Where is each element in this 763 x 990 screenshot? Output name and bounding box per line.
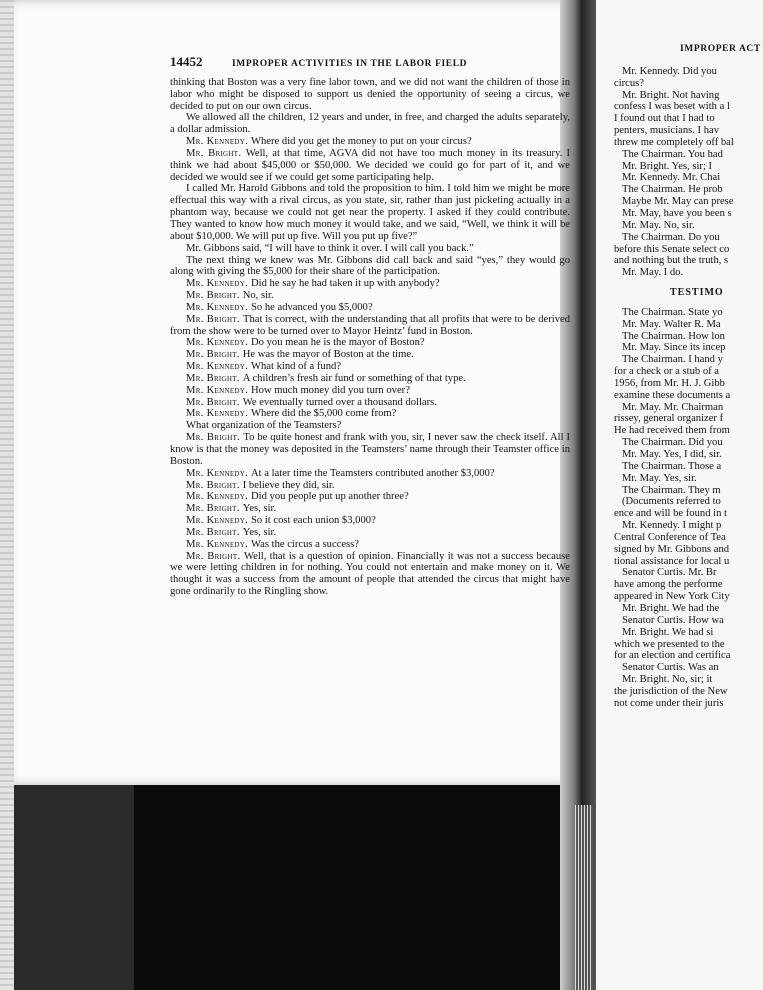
transcript-paragraph: Mr. Bright. Well, that is a question of opinion. Financially it was not a success because we were letting children in for nothing. You could not entertain and make money on it. We thought it was a success from the amount of people that attended the circus that might have gone ordinarily to the Ringling show.: [170, 550, 570, 598]
transcript-paragraph: Mr. Kennedy. Was the circus a success?: [186, 538, 359, 550]
transcript-line: not come under their juris: [614, 697, 724, 709]
transcript-line: Mr. Kennedy. Did you: [622, 65, 717, 77]
transcript-paragraph: thinking that Boston was a very fine labor town, and we did not want the children of those in labor who might be disposed to support us denied the opportunity of seeing a circus, we decided to put on our own circus.: [170, 76, 570, 112]
transcript-line: The Chairman. Those a: [622, 460, 722, 472]
transcript-line: Mr. May. Walter R. Ma: [622, 318, 721, 330]
speaker-name: Mr. Bright.: [186, 550, 244, 562]
speaker-name: Mr. Kennedy.: [186, 467, 252, 479]
transcript-line: Senator Curtis. How wa: [622, 614, 724, 626]
transcript-line: before this Senate select co: [614, 243, 730, 255]
transcript-paragraph: Mr. Bright. A children’s fresh air fund or something of that type.: [186, 372, 466, 384]
transcript-line: appeared in New York City: [614, 591, 730, 603]
transcript-line: Mr. Bright. Not having: [622, 89, 720, 101]
transcript-line: Mr. May, have you been s: [622, 207, 732, 219]
speaker-name: Mr. Bright.: [186, 313, 243, 325]
transcript-line: The Chairman. Do you: [622, 231, 720, 243]
transcript-line: The Chairman. He prob: [622, 184, 723, 196]
speaker-name: Mr. Bright.: [186, 396, 243, 408]
transcript-paragraph: Mr. Kennedy. What kind of a fund?: [186, 361, 342, 373]
transcript-line: have among the performe: [614, 579, 723, 591]
transcript-line: (Documents referred to: [622, 496, 721, 508]
speaker-name: Mr. Kennedy.: [186, 491, 252, 503]
right-transcript-top: [614, 66, 763, 279]
scan-left-edge: [0, 0, 15, 990]
transcript-line: for a check or a stub of a: [614, 366, 720, 378]
transcript-paragraph: Mr. Bright. Well, at that time, AGVA did not have too much money in its treasury. I think we had about $45,000 or $50,000. We decided we could go for part of it, and we decided we would see if we could get some participating help.: [170, 147, 571, 183]
transcript-paragraph: We allowed all the children, 12 years and under, in free, and charged the adults separately, a dollar admission.: [170, 112, 570, 136]
transcript-paragraph: I called Mr. Harold Gibbons and told the proposition to him. I told him we might be more effectual this way with a rival circus, as you state, sir, rather than just picketing actually in a phantom way, because we could not get near the property. I asked if they could contribute. They wanted to know how much money it would take, and we said, “Well, we think it will be about $10,000. We will put up five. Will you put up five?”: [170, 183, 570, 242]
transcript-line: The Chairman. State yo: [622, 306, 723, 318]
testimony-heading: TESTIMO: [670, 287, 724, 299]
transcript-line: 1956, from Mr. H. J. Gibb: [614, 377, 725, 389]
transcript-paragraph: Mr. Kennedy. Do you mean he is the mayor of Boston?: [186, 337, 425, 349]
speaker-name: Mr. Bright.: [186, 526, 243, 538]
transcript-line: Mr. May. Yes, sir.: [622, 472, 697, 484]
page-header: [170, 56, 570, 71]
transcript-line: The Chairman. I hand y: [622, 354, 723, 366]
transcript-line: Mr. Bright. No, sir; it: [622, 674, 713, 686]
transcript-line: threw me completely off bal: [614, 136, 734, 148]
right-transcript-bottom: [614, 307, 763, 710]
transcript-line: Mr. May. I do.: [622, 267, 684, 279]
transcript-line: rissey, general organizer f: [614, 413, 724, 425]
transcript-line: Mr. Bright. Yes, sir; I: [622, 160, 713, 172]
transcript-paragraph: What organization of the Teamsters?: [186, 420, 342, 432]
transcript-paragraph: The next thing we knew was Mr. Gibbons did call back and said “yes,” they would go along with giving the $5,000 for their share of the participation.: [170, 254, 570, 278]
speaker-name: Mr. Bright.: [186, 432, 244, 444]
right-running-head: IMPROPER ACT: [680, 44, 761, 54]
scan-shadow: [14, 785, 134, 990]
transcript-paragraph: Mr. Kennedy. So it cost each union $3,000?: [186, 515, 376, 527]
left-page-content: [170, 56, 570, 598]
transcript-line: which we presented to the: [614, 638, 725, 650]
transcript-line: confess I was beset with a l: [614, 101, 730, 113]
transcript-paragraph: Mr. Bright. We eventually turned over a thousand dollars.: [186, 396, 437, 408]
page-number: 14452: [170, 54, 203, 69]
transcript-line: Central Conference of Tea: [614, 531, 726, 543]
transcript-paragraph: Mr. Bright. Yes, sir.: [186, 526, 277, 538]
transcript-line: The Chairman. How lon: [622, 330, 725, 342]
speaker-name: Mr. Bright.: [186, 349, 243, 361]
speaker-name: Mr. Kennedy.: [186, 301, 252, 313]
transcript-line: Maybe Mr. May can prese: [622, 196, 734, 208]
speaker-name: Mr. Bright.: [186, 479, 243, 491]
transcript-line: Mr. May. Since its incep: [622, 342, 726, 354]
transcript-line: the jurisdiction of the New: [614, 685, 728, 697]
speaker-name: Mr. Bright.: [186, 372, 243, 384]
speaker-name: Mr. Kennedy.: [186, 278, 252, 290]
transcript-paragraph: Mr. Kennedy. How much money did you turn over?: [186, 384, 410, 396]
speaker-name: Mr. Kennedy.: [186, 361, 252, 373]
transcript-line: He had received them from: [614, 425, 730, 437]
speaker-name: Mr. Kennedy.: [186, 408, 252, 420]
transcript-line: Senator Curtis. Mr. Br: [622, 567, 717, 579]
transcript-line: Mr. Kennedy. I might p: [622, 520, 722, 532]
scan-edge-texture: [0, 0, 14, 990]
speaker-name: Mr. Bright.: [186, 147, 246, 159]
transcript-line: The Chairman. Did you: [622, 437, 723, 449]
transcript-paragraph: Mr. Kennedy. Where did you get the money to put on your circus?: [186, 136, 472, 148]
transcript-paragraph: Mr. Bright. No, sir.: [186, 290, 274, 302]
speaker-name: Mr. Kennedy.: [186, 136, 252, 148]
transcript-line: The Chairman. You had: [622, 148, 723, 160]
transcript-line: for an election and certifica: [614, 650, 731, 662]
transcript-paragraph: Mr. Gibbons said, “I will have to think it over. I will call you back.”: [186, 242, 474, 254]
transcript-line: penters, musicians. I hav: [614, 125, 720, 137]
transcript-paragraph: Mr. Kennedy. So he advanced you $5,000?: [186, 301, 373, 313]
speaker-name: Mr. Bright.: [186, 290, 243, 302]
transcript-line: Mr. May. Yes, I did, sir.: [622, 449, 722, 460]
transcript-line: and nothing but the truth, s: [614, 255, 729, 267]
transcript-paragraph: Mr. Bright. Yes, sir.: [186, 503, 277, 515]
transcript-line: Mr. Bright. We had the: [622, 602, 720, 614]
transcript-line: Senator Curtis. Was an: [622, 662, 719, 674]
transcript-paragraph: Mr. Bright. That is correct, with the understanding that all profits that were to be derived from the show were to be turned over to Mayor Heintz’ fund in Boston.: [170, 313, 570, 337]
transcript-line: circus?: [614, 77, 644, 89]
transcript-line: ence and will be found in t: [614, 508, 727, 520]
transcript-line: Mr. Bright. We had si: [622, 626, 714, 638]
transcript-line: I found out that I had to: [614, 113, 715, 125]
transcript-line: Mr. May. No, sir.: [622, 219, 695, 231]
transcript-line: signed by Mr. Gibbons and: [614, 543, 730, 555]
speaker-name: Mr. Kennedy.: [186, 384, 252, 396]
book-spine-edge: [575, 805, 593, 990]
transcript-paragraph: Mr. Bright. To be quite honest and frank with you, sir, I never saw the check itself. All I know is that the money was deposited in the Teamsters’ name through their Teamster office in Boston.: [170, 432, 571, 467]
transcript-paragraph: Mr. Kennedy. Did you people put up another three?: [186, 491, 409, 503]
transcript-paragraph: Mr. Kennedy. Where did the $5,000 come from?: [186, 408, 397, 420]
transcript-paragraph: Mr. Kennedy. At a later time the Teamsters contributed another $3,000?: [186, 467, 495, 479]
transcript-paragraph: Mr. Bright. He was the mayor of Boston at the time.: [186, 349, 414, 361]
right-page-content: [614, 44, 763, 710]
transcript-line: examine these documents a: [614, 389, 731, 401]
speaker-name: Mr. Kennedy.: [186, 515, 252, 527]
transcript-line: Mr. May. Mr. Chairman: [622, 401, 724, 413]
transcript-body: [170, 77, 570, 598]
running-head: IMPROPER ACTIVITIES IN THE LABOR FIELD: [232, 59, 468, 69]
speaker-name: Mr. Kennedy.: [186, 337, 252, 349]
transcript-line: Mr. Kennedy. Mr. Chai: [622, 172, 721, 184]
speaker-name: Mr. Kennedy.: [186, 538, 252, 550]
transcript-line: tional assistance for local u: [614, 555, 730, 567]
transcript-line: The Chairman. They m: [622, 484, 721, 496]
transcript-paragraph: Mr. Kennedy. Did he say he had taken it up with anybody?: [186, 278, 440, 290]
speaker-name: Mr. Bright.: [186, 503, 243, 515]
transcript-paragraph: Mr. Bright. I believe they did, sir.: [186, 479, 335, 491]
